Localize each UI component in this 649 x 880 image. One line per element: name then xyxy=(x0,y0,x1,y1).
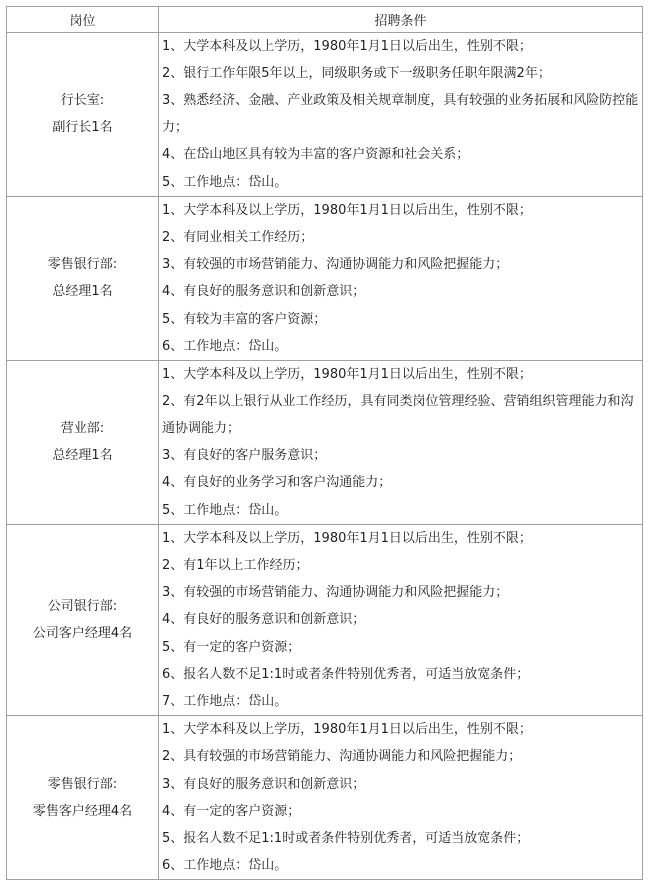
condition-item: 6、报名人数不足1:1时或者条件特别优秀者，可适当放宽条件； xyxy=(162,666,530,682)
condition-item: 6、工作地点：岱山。 xyxy=(162,858,288,874)
condition-item: 2、有2年以上银行从业工作经历，具有同类岗位管理经验、营销组织管理能力和沟通协调能力； xyxy=(162,394,634,437)
condition-item: 1、大学本科及以上学历，1980年1月1日以后出生，性别不限； xyxy=(162,367,532,383)
header-conditions: 招聘条件 xyxy=(159,7,643,33)
condition-item: 4、有良好的服务意识和创新意识； xyxy=(162,284,366,300)
position-cell xyxy=(7,361,159,525)
condition-item: 4、有良好的业务学习和客户沟通能力； xyxy=(162,475,392,491)
position-cell xyxy=(7,524,159,715)
position-cell xyxy=(7,33,159,197)
condition-item: 5、工作地点：岱山。 xyxy=(162,502,288,518)
position-title: 零售客户经理4名 xyxy=(32,803,133,819)
conditions-cell xyxy=(159,716,643,880)
condition-item: 7、工作地点：岱山。 xyxy=(162,694,288,710)
table-row xyxy=(7,524,643,715)
condition-item: 3、有良好的服务意识和创新意识； xyxy=(162,776,366,792)
department-label: 公司银行部: xyxy=(47,599,118,615)
condition-item: 5、有较为丰富的客户资源； xyxy=(162,311,327,327)
condition-item: 4、在岱山地区具有较为丰富的客户资源和社会关系； xyxy=(162,147,470,163)
table-row xyxy=(7,33,643,197)
table-row xyxy=(7,361,643,525)
condition-item: 2、有同业相关工作经历； xyxy=(162,230,314,246)
position-title: 总经理1名 xyxy=(52,284,113,300)
condition-item: 1、大学本科及以上学历，1980年1月1日以后出生，性别不限； xyxy=(162,530,532,546)
department-label: 零售银行部: xyxy=(47,257,118,273)
table-row xyxy=(7,716,643,880)
position-title: 副行长1名 xyxy=(52,120,113,136)
condition-item: 5、有一定的客户资源； xyxy=(162,639,301,655)
condition-item: 1、大学本科及以上学历，1980年1月1日以后出生，性别不限； xyxy=(162,39,532,54)
condition-item: 3、熟悉经济、金融、产业政策及相关规章制度，具有较强的业务拓展和风险防控能力； xyxy=(162,93,639,136)
position-cell xyxy=(7,716,159,880)
condition-item: 6、工作地点：岱山。 xyxy=(162,338,288,354)
condition-item: 3、有较强的市场营销能力、沟通协调能力和风险把握能力； xyxy=(162,257,509,273)
position-cell xyxy=(7,196,159,360)
recruitment-table xyxy=(6,6,643,880)
condition-item: 3、有良好的客户服务意识； xyxy=(162,448,327,464)
condition-item: 2、有1年以上工作经历； xyxy=(162,558,309,574)
condition-item: 5、报名人数不足1:1时或者条件特别优秀者，可适当放宽条件； xyxy=(162,831,530,847)
condition-item: 4、有良好的服务意识和创新意识； xyxy=(162,612,366,628)
position-title: 公司客户经理4名 xyxy=(32,626,133,642)
condition-item: 3、有较强的市场营销能力、沟通协调能力和风险把握能力； xyxy=(162,585,509,601)
position-title: 总经理1名 xyxy=(52,448,113,464)
department-label: 行长室: xyxy=(60,93,105,109)
condition-item: 2、银行工作年限5年以上，同级职务或下一级职务任职年限满2年； xyxy=(162,66,551,82)
header-row xyxy=(7,7,643,33)
department-label: 零售银行部: xyxy=(47,776,118,792)
condition-item: 1、大学本科及以上学历，1980年1月1日以后出生，性别不限； xyxy=(162,722,532,738)
condition-item: 4、有一定的客户资源； xyxy=(162,803,301,819)
condition-item: 5、工作地点：岱山。 xyxy=(162,174,288,190)
conditions-cell xyxy=(159,361,643,525)
condition-item: 2、具有较强的市场营销能力、沟通协调能力和风险把握能力； xyxy=(162,749,522,765)
condition-item: 1、大学本科及以上学历，1980年1月1日以后出生，性别不限； xyxy=(162,202,532,218)
department-label: 营业部: xyxy=(60,421,105,437)
conditions-cell xyxy=(159,196,643,360)
header-position: 岗位 xyxy=(7,7,159,33)
conditions-cell xyxy=(159,33,643,197)
table-row xyxy=(7,196,643,360)
conditions-cell xyxy=(159,524,643,715)
